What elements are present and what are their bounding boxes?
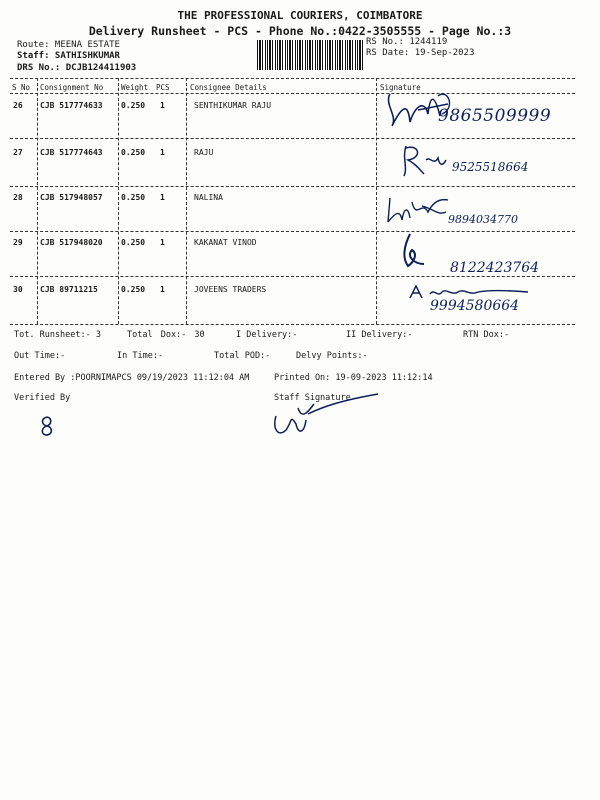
signature-mark bbox=[398, 140, 448, 180]
col-header-pcs: PCS bbox=[156, 83, 170, 92]
row-divider bbox=[10, 186, 575, 187]
staff-label: Staff: SATHISHKUMAR bbox=[17, 51, 120, 61]
out-time: Out Time:- bbox=[14, 351, 66, 361]
in-time: In Time:- bbox=[117, 351, 164, 361]
total-runsheet: Tot. Runsheet:- 3 bbox=[14, 330, 101, 340]
consignee-phone-handwritten: 9865509999 bbox=[438, 106, 552, 126]
col-header-consignment: Consignment No bbox=[40, 83, 104, 92]
row-pcs: 1 bbox=[160, 193, 165, 202]
table-top-rule bbox=[10, 78, 575, 79]
row-sno: 29 bbox=[13, 238, 23, 247]
row-weight: 0.250 bbox=[121, 148, 146, 157]
column-divider bbox=[186, 78, 187, 324]
row-pcs: 1 bbox=[160, 101, 165, 110]
row-consignee: KAKANAT VINOD bbox=[194, 238, 257, 247]
consignee-phone-handwritten: 9894034770 bbox=[448, 213, 518, 226]
row-consignment: CJB 517774633 bbox=[40, 101, 103, 110]
col-header-consignee: Consignee Details bbox=[190, 83, 267, 92]
staff-signature-mark bbox=[268, 390, 383, 445]
row-consignee: SENTHIKUMAR RAJU bbox=[194, 101, 272, 110]
verifier-mark bbox=[38, 415, 56, 437]
rtn-dox: RTN Dox:- bbox=[463, 330, 510, 340]
consignee-phone-handwritten: 8122423764 bbox=[450, 260, 540, 276]
row-divider bbox=[10, 138, 575, 139]
row-consignment: CJB 517948057 bbox=[40, 193, 103, 202]
entered-by: Entered By :POORNIMAPCS 09/19/2023 11:12:04 AM bbox=[14, 373, 250, 383]
row-sno: 26 bbox=[13, 101, 23, 110]
row-weight: 0.250 bbox=[121, 285, 146, 294]
row-consignee: NALINA bbox=[194, 193, 223, 202]
col-header-signature: Signature bbox=[380, 83, 421, 92]
row-weight: 0.250 bbox=[121, 238, 146, 247]
column-divider bbox=[37, 78, 38, 324]
delivery-points: Delvy Points:- bbox=[296, 351, 368, 361]
row-sno: 28 bbox=[13, 193, 23, 202]
col-header-weight: Weight bbox=[121, 83, 149, 92]
column-divider bbox=[118, 78, 119, 324]
row-pcs: 1 bbox=[160, 148, 165, 157]
row-consignment: CJB 89711215 bbox=[40, 285, 98, 294]
table-bottom-rule bbox=[10, 324, 575, 325]
row-weight: 0.250 bbox=[121, 101, 146, 110]
route-label: Route: MEENA ESTATE bbox=[17, 40, 120, 50]
consignee-phone-handwritten: 9994580664 bbox=[430, 298, 520, 314]
total-pod: Total POD:- bbox=[214, 351, 271, 361]
row-pcs: 1 bbox=[160, 238, 165, 247]
row-sno: 30 bbox=[13, 285, 23, 294]
company-name: THE PROFESSIONAL COURIERS, COIMBATORE bbox=[177, 9, 423, 22]
rs-date: RS Date: 19-Sep-2023 bbox=[366, 48, 475, 58]
runsheet-subtitle: Delivery Runsheet - PCS - Phone No.:0422-3505555 - Page No.:3 bbox=[88, 24, 512, 38]
ii-delivery: II Delivery:- bbox=[346, 330, 413, 340]
column-divider bbox=[376, 78, 377, 324]
row-consignee: JOVEENS TRADERS bbox=[194, 285, 267, 294]
printed-on: Printed On: 19-09-2023 11:12:14 bbox=[274, 373, 433, 383]
signature-mark bbox=[398, 232, 428, 270]
row-consignment: CJB 517774643 bbox=[40, 148, 103, 157]
i-delivery: I Delivery:- bbox=[236, 330, 298, 340]
row-divider bbox=[10, 231, 575, 232]
row-sno: 27 bbox=[13, 148, 23, 157]
consignee-phone-handwritten: 9525518664 bbox=[452, 160, 529, 174]
row-pcs: 1 bbox=[160, 285, 165, 294]
col-header-sno: S No bbox=[12, 83, 31, 92]
staff-signature-label: Staff Signature bbox=[274, 393, 351, 403]
verified-by-label: Verified By bbox=[14, 393, 71, 403]
rs-number: RS No.: 1244119 bbox=[366, 37, 448, 47]
row-divider bbox=[10, 276, 575, 277]
drs-number: DRS No.: DCJB124411903 bbox=[17, 63, 137, 73]
row-consignee: RAJU bbox=[194, 148, 214, 157]
barcode-image bbox=[257, 40, 363, 70]
total-dox: Total Dox:- 30 bbox=[127, 330, 205, 340]
row-weight: 0.250 bbox=[121, 193, 146, 202]
row-consignment: CJB 517948020 bbox=[40, 238, 103, 247]
signature-mark bbox=[382, 192, 452, 226]
